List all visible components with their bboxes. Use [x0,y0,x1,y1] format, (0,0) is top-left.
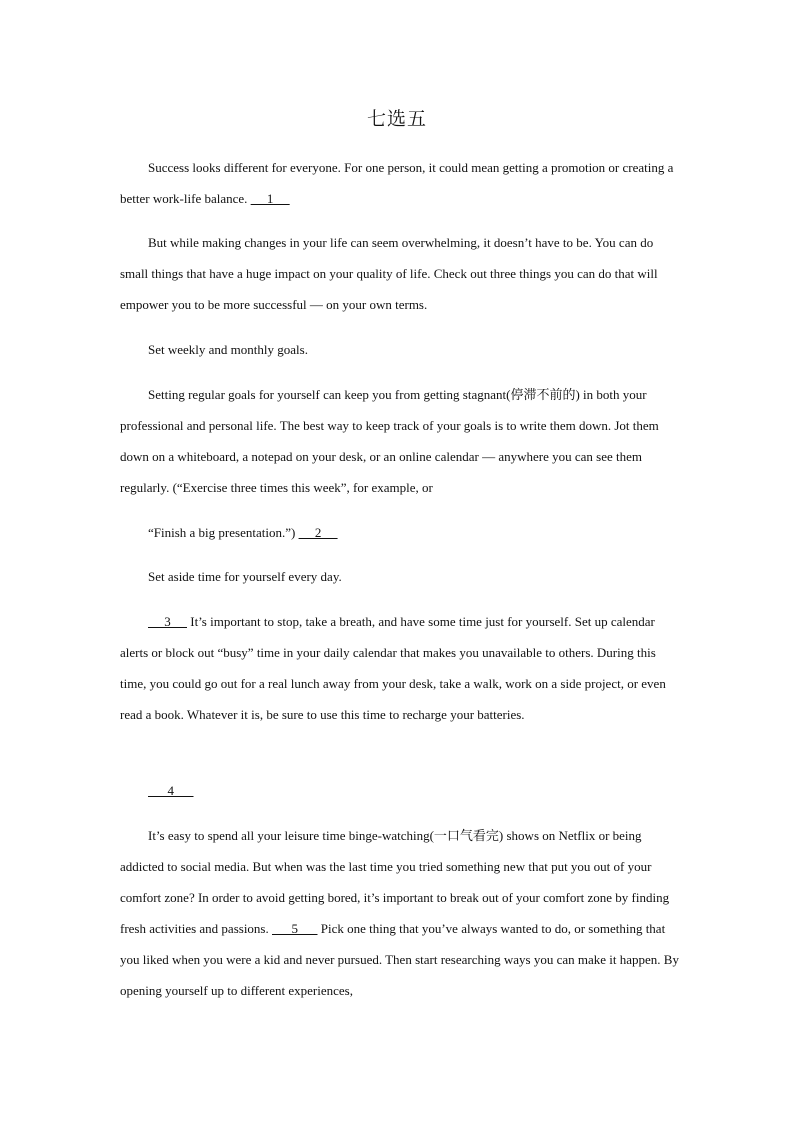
paragraph-4-text: “Finish a big presentation.”) [148,525,299,540]
blank-2: 2 [298,525,338,540]
paragraph-1 [120,152,680,214]
blank-3: 3 [148,614,187,629]
paragraph-5-text: It’s important to stop, take a breath, and have some time just for yourself. Set up calendar alerts or block out “busy” time in your daily calendar that makes you unavailable to others. During this time, you could go out for a real lunch away from your desk, take a walk, work on a side project, or even read a book. Whatever it is, be sure to use this time to recharge your batteries. [120,614,666,722]
paragraph-6-text-after: Pick one thing that you’ve always wanted to do, or something that you liked when you were a kid and never pursued. Then start researching ways you can make it happen. By opening yourself up to different experiences, [120,921,679,998]
section-heading-blank-4 [120,775,680,806]
paragraph-6-text-before: It’s easy to spend all your leisure time binge-watching(一口气看完) shows on Netflix or being addicted to social media. But when was the last time you tried something new that put you out of your comfort zone? In order to avoid getting bored, it’s important to break out of your comfort zone by finding fresh activities and passions. [120,828,670,936]
paragraph-3: Setting regular goals for yourself can keep you from getting stagnant(停滞不前的) in both your professional and personal life. The best way to keep track of your goals is to write them down. Jot them down on a whiteboard, a notepad on your desk, or an online calendar — anywhere you can see them regularly. (“Exercise three times this week”, for example, or [120,387,659,495]
blank-4: 4 [148,783,194,798]
paragraph-4 [120,517,680,548]
blank-5: 5 [272,921,318,936]
paragraph-1-text: Success looks different for everyone. For one person, it could mean getting a promotion or creating a better work-life balance. [120,160,674,206]
section-heading-goals: Set weekly and monthly goals. [148,342,308,357]
paragraph-5 [120,606,680,730]
section-heading-time: Set aside time for yourself every day. [148,569,342,584]
paragraph-6 [120,820,680,1006]
blank-1: 1 [250,191,290,206]
page-title: 七选五 [366,108,427,130]
paragraph-2: But while making changes in your life can seem overwhelming, it doesn’t have to be. You can do small things that have a huge impact on your quality of life. Check out three things you can do that will empower you to be more successful — on your own terms. [120,235,658,312]
